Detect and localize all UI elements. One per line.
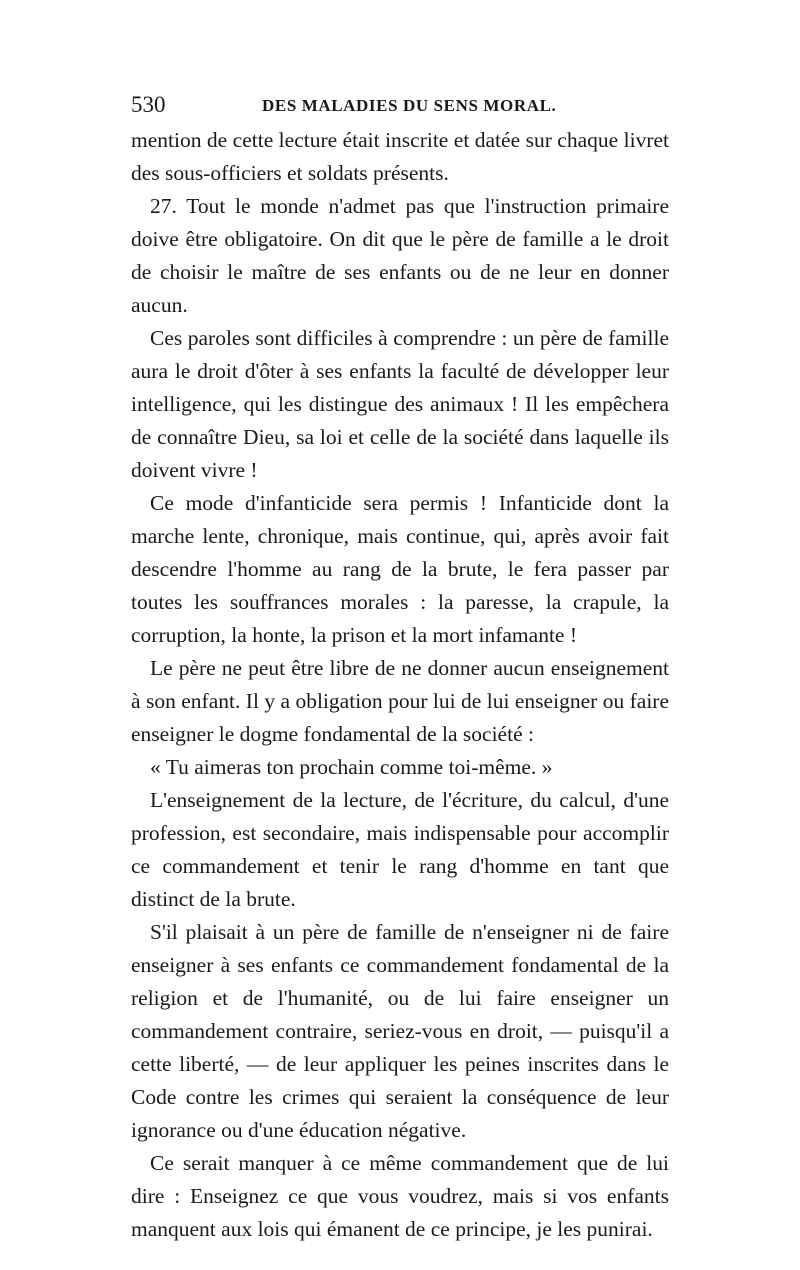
paragraph: Ce mode d'infanticide sera permis ! Infanticide dont la marche lente, chronique, mais continue, qui, après avoir fait descendre l'homme au rang de la brute, le fera passer par toutes les souffrances morales : la paresse, la crapule, la corruption, la honte, la prison et la mort infamante ! [131,491,669,647]
body-text [131,124,669,1246]
paragraph-continued: mention de cette lecture était inscrite et datée sur chaque livret des sous-officiers et soldats présents. [131,128,669,185]
paragraph: L'enseignement de la lecture, de l'écriture, du calcul, d'une profession, est secondaire, mais indispensable pour accomplir ce commandement et tenir le rang d'homme en tant que distinct de la brute. [131,788,669,911]
running-head [131,90,671,126]
running-title: DES MALADIES DU SENS MORAL. [262,96,557,115]
paragraph: Le père ne peut être libre de ne donner aucun enseignement à son enfant. Il y a obligation pour lui de lui enseigner ou faire enseigner le dogme fondamental de la société : [131,656,669,746]
paragraph: Ces paroles sont difficiles à comprendre : un père de famille aura le droit d'ôter à ses enfants la faculté de développer leur intelligence, qui les distingue des animaux ! Il les empêchera de connaître Dieu, sa loi et celle de la société dans laquelle ils doivent vivre ! [131,326,669,482]
page-number: 530 [131,92,166,117]
paragraph-27: 27. Tout le monde n'admet pas que l'instruction primaire doive être obligatoire. On dit que le père de famille a le droit de choisir le maître de ses enfants ou de ne leur en donner aucun. [131,194,669,317]
quotation-line: « Tu aimeras ton prochain comme toi-même. » [150,755,553,779]
paragraph: S'il plaisait à un père de famille de n'enseigner ni de faire enseigner à ses enfants ce commandement fondamental de la religion et de l'humanité, ou de lui faire enseigner un commandement contraire, seriez-vous en droit, — puisqu'il a cette liberté, — de leur appliquer les peines inscrites dans le Code contre les crimes qui seraient la conséquence de leur ignorance ou d'une éducation négative. [131,920,669,1142]
paragraph: Ce serait manquer à ce même commandement que de lui dire : Enseignez ce que vous voudrez, mais si vos enfants manquent aux lois qui émanent de ce principe, je les punirai. [131,1151,669,1241]
